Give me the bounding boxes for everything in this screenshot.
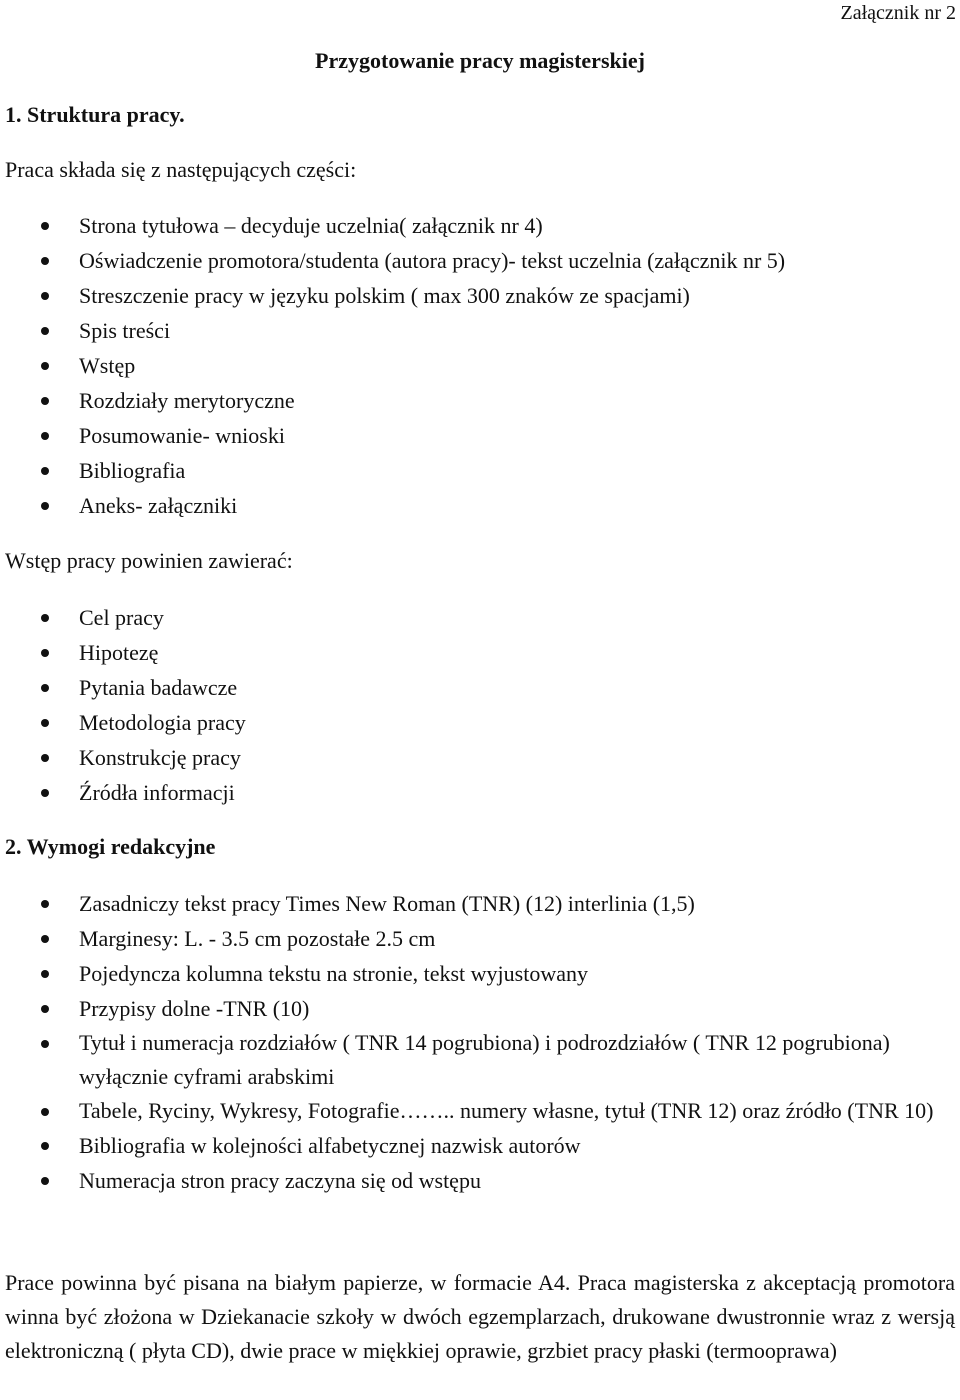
list-item: Cel pracy: [0, 600, 949, 635]
list-item: Strona tytułowa – decyduje uczelnia( załącznik nr 4): [0, 208, 949, 243]
list-item: Aneks- załączniki: [0, 488, 949, 523]
document-title: Przygotowanie pracy magisterskiej: [315, 48, 645, 73]
list-item: Konstrukcję pracy: [0, 740, 949, 775]
list-item: Rozdziały merytoryczne: [0, 383, 949, 418]
list-item: Zasadniczy tekst pracy Times New Roman (TNR) (12) interlinia (1,5): [0, 886, 949, 921]
closing-paragraph: Prace powinna być pisana na białym papierze, w formacie A4. Praca magisterska z akceptacją promotora winna być złożona w Dziekanacie szkoły w dwóch egzemplarzach, drukowane dwustronnie wraz z wersją elektroniczną ( płyta CD), dwie prace w miękkiej oprawie, grzbiet pracy płaski (termooprawa): [5, 1270, 955, 1363]
list-item: Numeracja stron pracy zaczyna się od wstępu: [0, 1163, 949, 1198]
list-item: Bibliografia w kolejności alfabetycznej nazwisk autorów: [0, 1128, 949, 1163]
parts-list: [0, 208, 960, 523]
list-item: Pytania badawcze: [0, 670, 949, 705]
list-item: Posumowanie- wnioski: [0, 418, 949, 453]
list-item: Wstęp: [0, 348, 949, 383]
list-item: Hipotezę: [0, 635, 949, 670]
section-2-heading: 2. Wymogi redakcyjne: [5, 834, 216, 859]
list-item: Metodologia pracy: [0, 705, 949, 740]
annex-label: Załącznik nr 2: [840, 2, 956, 24]
list-item: Przypisy dolne -TNR (10): [0, 991, 949, 1026]
intro-contents-heading: Wstęp pracy powinien zawierać:: [5, 548, 293, 573]
requirements-list: [0, 886, 960, 1198]
list-item: Streszczenie pracy w języku polskim ( max 300 znaków ze spacjami): [0, 278, 949, 313]
list-item: Źródła informacji: [0, 775, 949, 810]
section-1-intro: Praca składa się z następujących części:: [5, 157, 357, 182]
list-item: Spis treści: [0, 313, 949, 348]
list-item: Oświadczenie promotora/studenta (autora pracy)- tekst uczelnia (załącznik nr 5): [0, 243, 949, 278]
section-1-heading: 1. Struktura pracy.: [5, 102, 185, 127]
intro-items-list: [0, 600, 960, 810]
list-item: Bibliografia: [0, 453, 949, 488]
list-item: Tabele, Ryciny, Wykresy, Fotografie…….. numery własne, tytuł (TNR 12) oraz źródło (TNR 10): [0, 1094, 949, 1128]
list-item: Marginesy: L. - 3.5 cm pozostałe 2.5 cm: [0, 921, 949, 956]
list-item: Pojedyncza kolumna tekstu na stronie, tekst wyjustowany: [0, 956, 949, 991]
list-item: Tytuł i numeracja rozdziałów ( TNR 14 pogrubiona) i podrozdziałów ( TNR 12 pogrubiona) wyłącznie cyframi arabskimi: [0, 1026, 949, 1094]
